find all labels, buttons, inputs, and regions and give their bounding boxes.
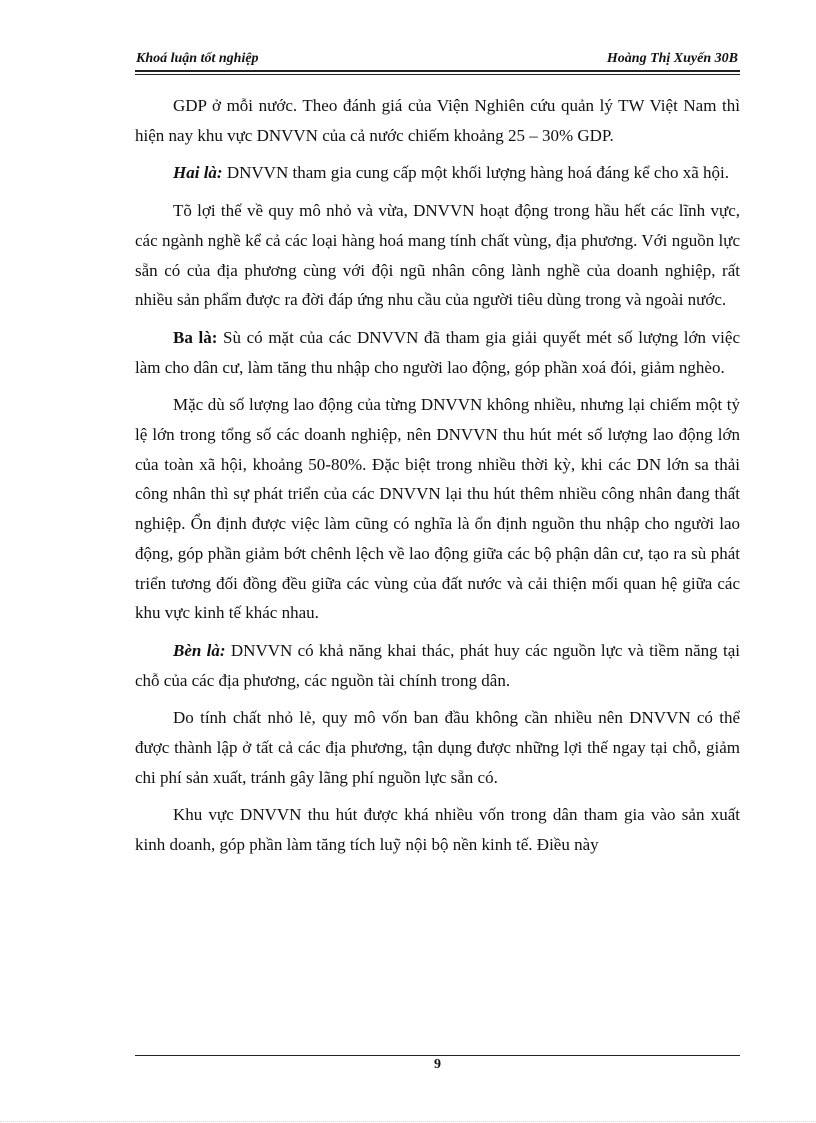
paragraph: Khu vực DNVVN thu hút được khá nhiều vốn trong dân tham gia vào sản xuất kinh doanh, góp phần làm tăng tích luỹ nội bộ nền kinh tế. Điều này bbox=[135, 805, 740, 855]
body-text bbox=[135, 91, 740, 860]
paragraph: Tõ lợi thế về quy mô nhỏ và vừa, DNVVN hoạt động trong hầu hết các lĩnh vực, các ngành nghề kể cả các loại hàng hoá mang tính chất vùng, địa phương. Với nguồn lực sẵn có của địa phương cùng với đội ngũ nhân công lành nghề của doanh nghiệp, rất nhiều sản phẩm được ra đời đáp ứng nhu cầu của người tiêu dùng trong và ngoài nước. bbox=[135, 201, 740, 310]
paragraph-label: Ba là: bbox=[173, 327, 218, 347]
header-rule bbox=[135, 74, 740, 75]
page-edge bbox=[0, 1121, 816, 1122]
paragraph-label: Hai là: bbox=[173, 163, 223, 183]
paragraph-ba-la: Ba là: Sù có mặt của các DNVVN đã tham gia giải quyết mét số lượng lớn việc làm cho dân cư, làm tăng thu nhập cho người lao động, góp phần xoá đói, giảm nghèo. bbox=[135, 327, 740, 377]
page-number: 9 bbox=[434, 1057, 441, 1072]
header-author: Hoàng Thị Xuyến 30B bbox=[606, 51, 738, 66]
page-header bbox=[135, 50, 740, 72]
paragraph-hai-la: Hai là: DNVVN tham gia cung cấp một khối lượng hàng hoá đáng kể cho xã hội. bbox=[173, 163, 729, 183]
paragraph-label: Bèn là: bbox=[173, 640, 226, 660]
paragraph: GDP ở mỗi nước. Theo đánh giá của Viện Nghiên cứu quản lý TW Việt Nam thì hiện nay khu vực DNVVN của cả nước chiếm khoảng 25 – 30% GDP. bbox=[135, 96, 740, 145]
paragraph: Do tính chất nhỏ lẻ, quy mô vốn ban đầu không cần nhiều nên DNVVN có thể được thành lập ở tất cả các địa phương, tận dụng được những lợi thế ngay tại chỗ, giảm chi phí sản xuất, tránh gây lãng phí nguồn lực sẵn có. bbox=[135, 708, 740, 787]
footer-rule bbox=[135, 1055, 740, 1056]
paragraph-bon-la: Bèn là: DNVVN có khả năng khai thác, phát huy các nguồn lực và tiềm năng tại chỗ của các địa phương, các nguồn tài chính trong dân. bbox=[135, 640, 740, 690]
header-thesis-title: Khoá luận tốt nghiệp bbox=[136, 51, 259, 66]
paragraph: Mặc dù số lượng lao động của từng DNVVN không nhiều, nhưng lại chiếm một tỷ lệ lớn trong tổng số các doanh nghiệp, nên DNVVN thu hút mét số lượng lao động lớn của toàn xã hội, khoảng 50-80%. Đặc biệt trong nhiều thời kỳ, khi các DN lớn sa thải công nhân thì sự phát triển của các DNVVN lại thu hút thêm nhiều công nhân đang thất nghiệp. Ổn định được việc làm cũng có nghĩa là ổn định nguồn thu nhập cho người lao động, góp phần giảm bớt chênh lệch về lao động giữa các bộ phận dân cư, tạo ra sù phát triển tương đối đồng đều giữa các vùng của đất nước và cải thiện mối quan hệ giữa các khu vực kinh tế khác nhau. bbox=[135, 395, 740, 623]
